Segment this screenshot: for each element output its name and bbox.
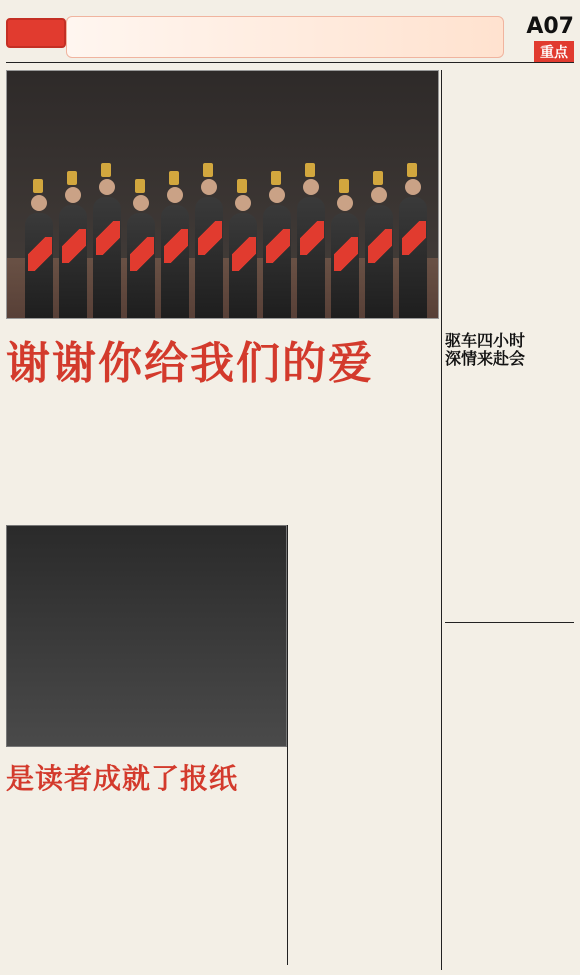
paper-logo — [6, 18, 66, 48]
award-sash — [300, 221, 324, 255]
bottom-article-col-3 — [198, 800, 286, 970]
page-number: A07 — [526, 14, 574, 39]
quote-box — [290, 592, 438, 650]
right-story-1-title-2: 深情来赴会 — [445, 348, 526, 368]
right-column-divider-h — [445, 622, 574, 623]
photo-person — [161, 205, 189, 318]
main-article-col-5 — [354, 418, 435, 613]
section-label: 重点 — [534, 41, 574, 63]
promo-banner — [66, 16, 504, 58]
trophy-icon — [237, 179, 247, 193]
main-photo — [6, 70, 439, 319]
photo-person — [399, 197, 427, 318]
photo-person — [59, 205, 87, 318]
trophy-icon — [271, 171, 281, 185]
trophy-icon — [33, 179, 43, 193]
trophy-icon — [305, 163, 315, 177]
trophy-icon — [339, 179, 349, 193]
trophy-icon — [407, 163, 417, 177]
bottom-article-col-2 — [102, 800, 190, 970]
award-sash — [368, 229, 392, 263]
award-sash — [130, 237, 154, 271]
page-number-block — [526, 14, 574, 63]
award-sash — [198, 221, 222, 255]
award-sash — [96, 221, 120, 255]
award-sash — [266, 229, 290, 263]
trophy-icon — [101, 163, 111, 177]
award-sash — [164, 229, 188, 263]
right-story-2 — [445, 625, 575, 965]
top-meta-strip — [6, 0, 574, 10]
award-sash — [334, 237, 358, 271]
photo-person — [331, 213, 359, 318]
award-sash — [232, 237, 256, 271]
middle-column-divider — [287, 525, 288, 965]
photo-person — [25, 213, 53, 318]
award-sash — [28, 237, 52, 271]
right-story-1 — [445, 332, 575, 622]
right-column-divider — [441, 70, 442, 970]
quote-article — [290, 650, 438, 970]
award-sash — [402, 221, 426, 255]
main-headline: 谢谢你给我们的爱 — [6, 338, 374, 389]
trophy-icon — [135, 179, 145, 193]
photo-person — [297, 197, 325, 318]
trophy-icon — [203, 163, 213, 177]
photo-person — [229, 213, 257, 318]
photo-person — [263, 205, 291, 318]
header-divider — [6, 62, 574, 63]
mid-photo — [6, 525, 287, 747]
photo-person — [93, 197, 121, 318]
award-sash — [62, 229, 86, 263]
bottom-article — [6, 800, 286, 970]
right-story-1-title-1: 驱车四小时 — [445, 331, 526, 350]
second-headline: 是读者成就了报纸 — [6, 762, 239, 795]
photo-person — [127, 213, 155, 318]
trophy-icon — [373, 171, 383, 185]
bottom-article-col-1 — [6, 800, 94, 970]
photo-person — [365, 205, 393, 318]
trophy-icon — [169, 171, 179, 185]
page-header — [6, 10, 574, 61]
photo-person — [195, 197, 223, 318]
trophy-icon — [67, 171, 77, 185]
main-headline-block — [6, 340, 437, 410]
